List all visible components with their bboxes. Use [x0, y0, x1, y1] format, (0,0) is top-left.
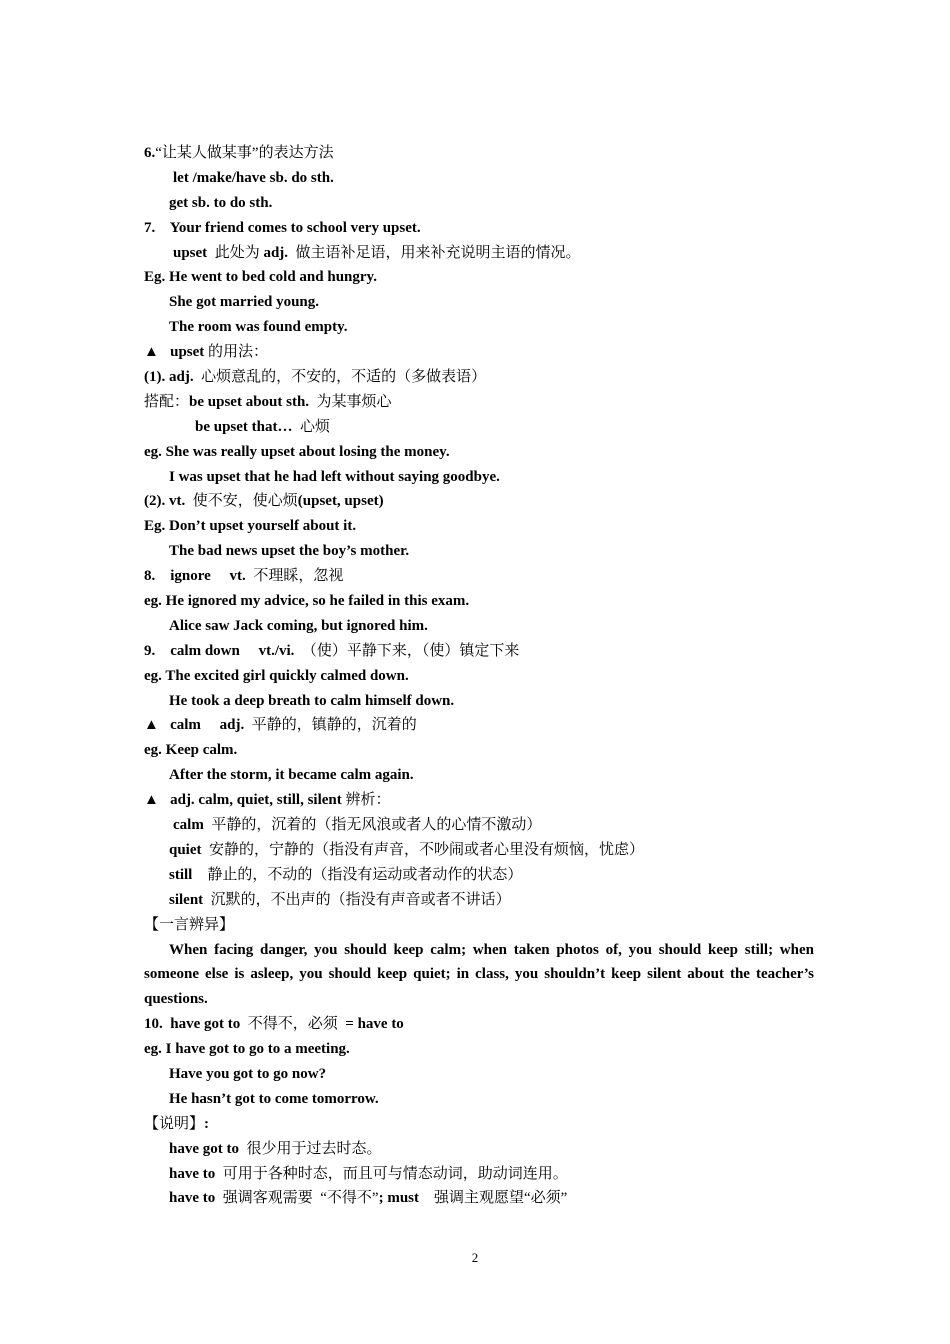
- bold-text: ; must: [378, 1190, 419, 1207]
- text-line: [144, 614, 814, 639]
- bold-text: still: [169, 866, 193, 883]
- text-line: [144, 489, 814, 514]
- plain-text: 为某事烦心: [309, 393, 392, 410]
- text-line: [144, 713, 814, 738]
- plain-text: 强调主观愿望“必须”: [419, 1190, 568, 1207]
- text-line: [144, 589, 814, 614]
- plain-text: “让某人做某事”的表达方法: [155, 145, 334, 161]
- plain-text: 心烦意乱的，不安的，不适的（多做表语）: [193, 369, 487, 386]
- bold-text: 8. ignore vt.: [144, 568, 246, 585]
- text-line: [144, 1062, 814, 1087]
- bold-text: Eg. Don’t upset yourself about it.: [144, 518, 357, 535]
- text-line: [144, 1012, 814, 1037]
- bold-text: The room was found empty.: [169, 319, 348, 336]
- text-line: [144, 1137, 814, 1162]
- bold-text: 9. calm down vt./vi.: [144, 642, 295, 659]
- text-line: [144, 390, 814, 415]
- text-line: [144, 1186, 814, 1211]
- text-line: [144, 1037, 814, 1062]
- text-line: [144, 539, 814, 564]
- plain-text: 不理睬，忽视: [245, 568, 344, 585]
- bold-text: ▲ calm adj.: [144, 717, 245, 734]
- bold-text: (1). adj.: [144, 369, 194, 386]
- bold-text: = have to: [345, 1016, 404, 1033]
- plain-text: 沉默的，不出声的（指没有声音或者不讲话）: [203, 891, 511, 908]
- bold-text: have to: [169, 1165, 216, 1182]
- plain-text: 的用法：: [204, 344, 269, 361]
- text-line: [144, 166, 814, 191]
- bold-text: eg. She was really upset about losing the money.: [144, 443, 450, 460]
- bold-text: (upset, upset): [297, 493, 384, 510]
- bold-text: 7. Your friend comes to school very upset.: [144, 219, 421, 236]
- bold-text: He hasn’t got to come tomorrow.: [169, 1090, 379, 1107]
- text-line: [144, 340, 814, 365]
- text-line: [144, 265, 814, 290]
- bold-text: silent: [169, 891, 204, 908]
- bold-text: adj.: [263, 244, 289, 261]
- notes-content: [144, 141, 814, 1211]
- bold-text: I was upset that he had left without saying goodbye.: [169, 468, 500, 485]
- text-line: [144, 191, 814, 216]
- bold-text: The bad news upset the boy’s mother.: [169, 543, 410, 560]
- text-line: [144, 315, 814, 340]
- bold-text: 6.: [144, 145, 156, 161]
- text-line: [144, 689, 814, 714]
- bold-text: quiet: [169, 841, 202, 858]
- plain-text: 搭配：: [144, 393, 190, 410]
- text-line: [144, 415, 814, 440]
- text-line: [144, 763, 814, 788]
- bold-text: eg. The excited girl quickly calmed down.: [144, 667, 409, 684]
- plain-text: 【一言辨异】: [144, 916, 235, 933]
- bold-text: upset: [173, 244, 208, 261]
- text-line: [144, 141, 814, 166]
- text-line: [144, 290, 814, 315]
- text-line: [144, 1112, 814, 1137]
- text-line: [144, 241, 814, 266]
- text-line: [144, 788, 814, 813]
- plain-text: 不得不，必须: [240, 1016, 346, 1033]
- bold-text: ▲ adj. calm, quiet, still, silent: [144, 792, 342, 809]
- text-line: [144, 365, 814, 390]
- text-line: [144, 465, 814, 490]
- bold-text: have to: [169, 1190, 216, 1207]
- text-line: [144, 1162, 814, 1187]
- bold-text: Alice saw Jack coming, but ignored him.: [169, 617, 428, 634]
- plain-text: （使）平静下来，（使）镇定下来: [294, 642, 520, 659]
- text-line: [144, 639, 814, 664]
- bold-text: He took a deep breath to calm himself down.: [169, 692, 455, 709]
- bold-text: calm: [173, 817, 204, 834]
- bold-text: be upset about sth.: [189, 393, 310, 410]
- plain-text: 很少用于过去时态。: [239, 1140, 382, 1157]
- plain-text: 可用于各种时态，而且可与情态动词，助动词连用。: [215, 1165, 568, 1182]
- bold-text: :: [204, 1115, 210, 1132]
- plain-text: 【说明】: [144, 1115, 205, 1132]
- text-line: [144, 514, 814, 539]
- bold-text: be upset that…: [195, 418, 293, 435]
- plain-text: 安静的，宁静的（指没有声音，不吵闹或者心里没有烦恼，忧虑）: [201, 841, 645, 858]
- text-line: [144, 440, 814, 465]
- bold-text: have got to: [169, 1140, 239, 1157]
- bold-text: eg. Keep calm.: [144, 742, 238, 759]
- plain-text: 辨析：: [341, 792, 391, 809]
- bold-text: ▲ upset: [144, 344, 205, 361]
- text-line: [144, 813, 814, 838]
- bold-text: After the storm, it became calm again.: [169, 767, 414, 784]
- notes-block-2: [144, 1012, 814, 1211]
- bold-text: She got married young.: [169, 294, 319, 311]
- text-line: [144, 1087, 814, 1112]
- text-line: [144, 913, 814, 938]
- text-line: [144, 564, 814, 589]
- plain-text: 心烦: [292, 418, 331, 435]
- text-line: [144, 838, 814, 863]
- bold-text: eg. I have got to go to a meeting.: [144, 1041, 350, 1058]
- text-line: [144, 738, 814, 763]
- bold-text: let /make/have sb. do sth.: [173, 169, 334, 186]
- bold-text: eg. He ignored my advice, so he failed in this exam.: [144, 593, 470, 610]
- text-line: [144, 888, 814, 913]
- plain-text: 使不安，使心烦: [185, 493, 298, 510]
- page-number: 2: [471, 1250, 479, 1265]
- bold-text: Have you got to go now?: [169, 1066, 327, 1082]
- bold-text: get sb. to do sth.: [169, 194, 273, 211]
- notes-block-1: [144, 141, 814, 938]
- text-line: [144, 863, 814, 888]
- plain-text: 此处为: [207, 244, 264, 261]
- plain-text: 平静的，沉着的（指无风浪或者人的心情不激动）: [203, 817, 542, 834]
- text-line: [144, 664, 814, 689]
- bold-text: (2). vt.: [144, 493, 186, 510]
- contrast-paragraph: When facing danger, you should keep calm; when taken photos of, you should keep still; when someone else is asleep, you should keep quiet; in class, you shouldn’t keep silent about the teacher’s questions.: [144, 941, 814, 1008]
- text-line: [144, 216, 814, 241]
- plain-text: 静止的，不动的（指没有运动或者动作的状态）: [192, 866, 523, 883]
- bold-text: 10. have got to: [144, 1016, 241, 1033]
- plain-text: 强调客观需要 “不得不”: [215, 1190, 379, 1207]
- plain-text: 做主语补足语，用来补充说明主语的情况。: [288, 244, 581, 261]
- bold-text: Eg. He went to bed cold and hungry.: [144, 269, 377, 286]
- plain-text: 平静的，镇静的，沉着的: [244, 717, 417, 734]
